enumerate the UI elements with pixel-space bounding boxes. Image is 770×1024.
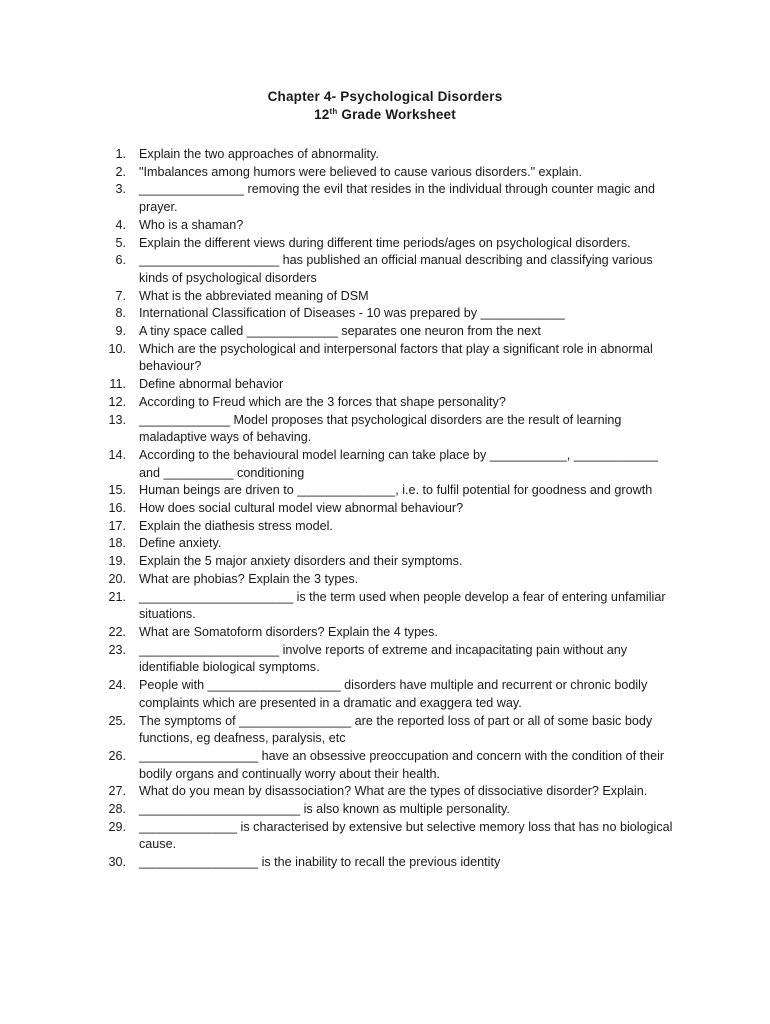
question-number: 23.	[108, 642, 126, 657]
question-text: _________________ is the inability to recall the previous identity	[139, 855, 501, 870]
question-text: A tiny space called _____________ separates one neuron from the next	[139, 324, 541, 339]
question-text: Who is a shaman?	[139, 217, 244, 232]
question-number: 2.	[115, 164, 126, 179]
question-number: 21.	[108, 589, 126, 604]
question-item	[0, 412, 770, 447]
question-text: Explain the different views during different time periods/ages on psychological disorders.	[139, 235, 631, 250]
question-item	[0, 376, 770, 394]
question-number: 12.	[108, 394, 126, 409]
question-text: What is the abbreviated meaning of DSM	[139, 288, 369, 303]
question-text: How does social cultural model view abnormal behaviour?	[139, 501, 464, 516]
question-text: According to the behavioural model learning can take place by ___________, ____________ and __________ conditioning	[139, 447, 658, 480]
question-number: 14.	[108, 447, 126, 462]
grade-suffix: th	[329, 107, 338, 116]
question-text: What are Somatoform disorders? Explain the 4 types.	[139, 624, 438, 639]
question-item	[0, 783, 770, 801]
question-number: 5.	[115, 235, 126, 250]
question-text: "Imbalances among humors were believed to cause various disorders." explain.	[139, 164, 582, 179]
question-number: 16.	[108, 501, 126, 516]
question-text: ______________ is characterised by extensive but selective memory loss that has no biological cause.	[139, 819, 673, 852]
question-item	[0, 323, 770, 341]
question-number: 11.	[109, 377, 126, 392]
question-item	[0, 677, 770, 712]
question-number: 30.	[108, 855, 126, 870]
question-text: ______________________ is the term used when people develop a fear of entering unfamiliar situations.	[139, 589, 666, 622]
question-item	[0, 500, 770, 518]
question-text: Human beings are driven to ______________, i.e. to fulfil potential for goodness and growth	[139, 483, 653, 498]
question-number: 28.	[108, 802, 126, 817]
question-text: _____________ Model proposes that psychological disorders are the result of learning maladaptive ways of behaving.	[139, 412, 622, 445]
question-text: _________________ have an obsessive preoccupation and concern with the condition of their bodily organs and continually worry about their health.	[139, 748, 665, 781]
question-item	[0, 642, 770, 677]
question-number: 3.	[115, 182, 126, 197]
question-item	[0, 164, 770, 182]
question-item	[0, 571, 770, 589]
question-item	[0, 252, 770, 287]
question-text: International Classification of Diseases - 10 was prepared by ____________	[139, 306, 565, 321]
question-number: 1.	[115, 147, 126, 161]
question-item	[0, 624, 770, 642]
question-item	[0, 181, 770, 216]
question-text: ____________________ has published an official manual describing and classifying various kinds of psychological disorders	[139, 253, 653, 285]
grade-number: 12	[314, 107, 330, 122]
question-number: 4.	[115, 217, 126, 232]
question-item	[0, 535, 770, 553]
question-number: 6.	[115, 253, 126, 268]
question-number: 9.	[115, 324, 126, 339]
question-number: 29.	[108, 819, 126, 834]
question-number: 20.	[108, 571, 126, 586]
question-number: 8.	[115, 306, 126, 321]
question-text: Define anxiety.	[139, 536, 222, 551]
question-item	[0, 341, 770, 376]
question-number: 24.	[108, 678, 126, 693]
question-item	[0, 589, 770, 624]
question-number: 13.	[108, 412, 126, 427]
question-item	[0, 801, 770, 819]
question-number: 26.	[108, 748, 126, 763]
question-number: 10.	[108, 341, 126, 356]
question-text: The symptoms of ________________ are the reported loss of part or all of some basic body functions, eg deafness, paralysis, etc	[139, 713, 653, 746]
question-text: ____________________ involve reports of extreme and incapacitating pain without any identifiable biological symptoms.	[139, 642, 628, 675]
question-list	[0, 146, 770, 872]
question-item	[0, 146, 770, 164]
question-text: Define abnormal behavior	[139, 377, 284, 392]
question-text: Explain the diathesis stress model.	[139, 518, 333, 533]
question-number: 27.	[108, 784, 126, 799]
question-item	[0, 854, 770, 872]
question-number: 22.	[108, 624, 126, 639]
question-number: 18.	[108, 536, 126, 551]
question-text: _______________________ is also known as multiple personality.	[139, 802, 510, 817]
question-item	[0, 819, 770, 854]
question-text: Explain the 5 major anxiety disorders and their symptoms.	[139, 554, 463, 569]
question-text: What are phobias? Explain the 3 types.	[139, 571, 359, 586]
question-item	[0, 553, 770, 571]
question-text: People with ___________________ disorders have multiple and recurrent or chronic bodily complaints which are presented in a dramatic and exaggera ted way.	[139, 678, 648, 710]
question-number: 7.	[115, 288, 126, 303]
question-number: 15.	[108, 483, 126, 498]
question-item	[0, 713, 770, 748]
question-text: Explain the two approaches of abnormality.	[139, 147, 379, 161]
question-item	[0, 217, 770, 235]
question-text: Which are the psychological and interpersonal factors that play a significant role in abnormal behaviour?	[139, 341, 653, 374]
page-title: Chapter 4- Psychological Disorders	[267, 89, 503, 104]
question-text: What do you mean by disassociation? What are the types of dissociative disorder? Explain.	[139, 784, 648, 799]
question-item	[0, 288, 770, 306]
question-item	[0, 394, 770, 412]
question-number: 17.	[108, 518, 126, 533]
question-item	[0, 748, 770, 783]
question-number: 19.	[108, 554, 126, 569]
question-text: _______________ removing the evil that resides in the individual through counter magic and prayer.	[139, 182, 655, 215]
question-text: According to Freud which are the 3 forces that shape personality?	[139, 394, 506, 409]
question-item	[0, 447, 770, 482]
title-block	[0, 88, 770, 124]
question-item	[0, 235, 770, 253]
subtitle-rest: Grade Worksheet	[337, 107, 456, 122]
question-number: 25.	[108, 713, 126, 728]
question-item	[0, 518, 770, 536]
question-item	[0, 305, 770, 323]
question-item	[0, 482, 770, 500]
page-subtitle	[0, 106, 770, 124]
